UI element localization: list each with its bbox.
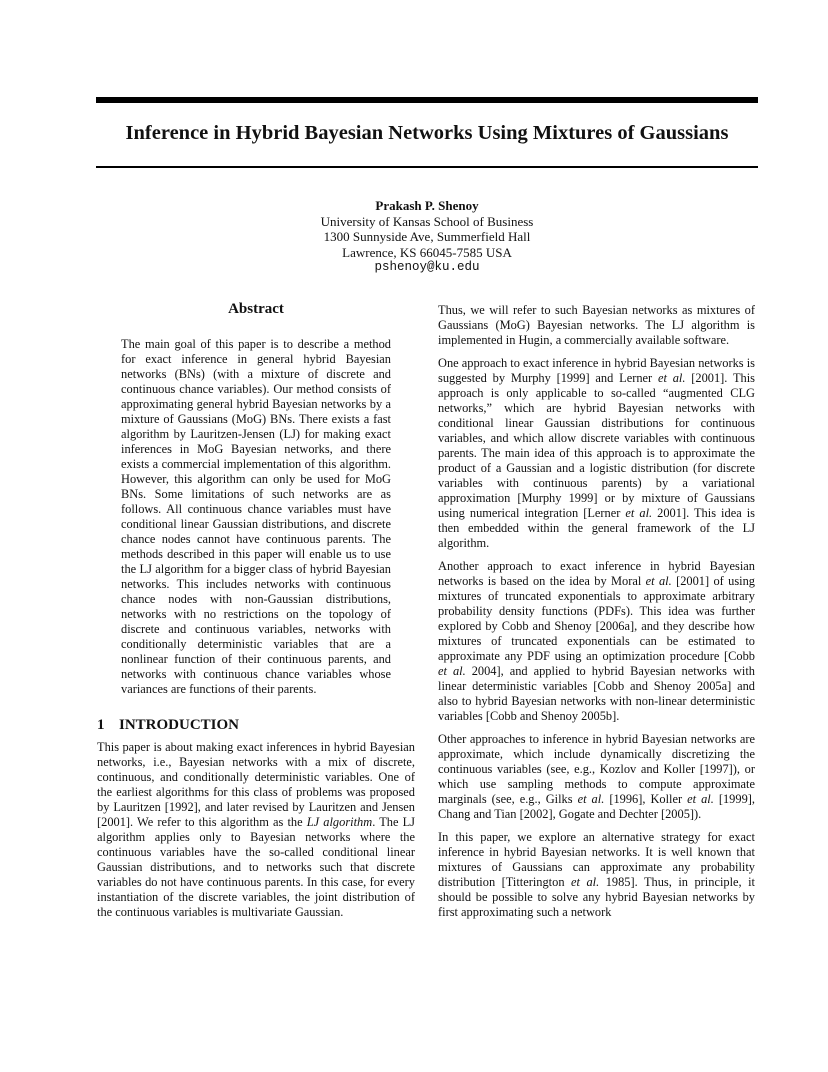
paper-title: Inference in Hybrid Bayesian Networks Using Mixtures of Gaussians (125, 122, 729, 144)
section-title: INTRODUCTION (119, 717, 240, 733)
paragraph-moral: Another approach to exact inference in hybrid Bayesian networks is based on the idea by Moral et al. [2001] of using mixtures of truncated exponentials to approximate arbitrary probability density functions (PDFs). This idea was further explored by Cobb and Shenoy [2006a], and they describe how mixtures of truncated exponentials can be estimated to approximate any PDF using an optimization procedure [Cobb et al. 2004], and applied to hybrid Bayesian networks with linear deterministic variables [Cobb and Shenoy 2005a] and also to hybrid Bayesian networks with non-linear deterministic variables [Cobb and Shenoy 2005b]. (438, 559, 755, 723)
paragraph-mog: Thus, we will refer to such Bayesian networks as mixtures of Gaussians (MoG) Bayesian networks. The LJ algorithm is implemented in Hugin, a commercially available software. (438, 303, 755, 347)
section-number: 1 (97, 717, 105, 733)
author-city: Lawrence, KS 66045-7585 USA (342, 244, 512, 260)
right-column (438, 303, 755, 928)
author-name: Prakash P. Shenoy (375, 198, 479, 213)
paragraph-murphy: One approach to exact inference in hybrid Bayesian networks is suggested by Murphy [1999] and Lerner et al. [2001]. This approach is only applicable to so-called “augmented CLG networks,” which are hybrid Bayesian networks with conditional linear Gaussian distributions for continuous variables, and which allow discrete variables with continuous parents. The main idea of this approach is to approximate the product of a Gaussian and a logistic distribution (for discrete variables with continuous parents) by a variational approximation [Murphy 1999] or by mixture of Gaussians using numerical integration [Lerner et al. 2001]. This idea is then embedded within the general framework of the LJ algorithm. (438, 356, 756, 550)
section-heading (97, 716, 415, 734)
paragraph-strategy: In this paper, we explore an alternative strategy for exact inference in hybrid Bayesian networks. It is well known that mixtures of Gaussians can approximate any probability distribution [Titterington et al. 1985]. Thus, in principle, it should be possible to solve any hybrid Bayesian networks by first approximating such a network (438, 830, 756, 919)
author-address: 1300 Sunnyside Ave, Summerfield Hall (323, 229, 531, 244)
left-column (97, 300, 415, 928)
author-email: pshenoy@ku.edu (374, 260, 480, 274)
abstract-heading: Abstract (228, 301, 284, 317)
top-rule (96, 97, 758, 103)
title-rule (96, 166, 758, 168)
author-block (96, 198, 758, 276)
paragraph-approximate: Other approaches to inference in hybrid Bayesian networks are approximate, which include dynamically discretizing the continuous variables (see, e.g., Kozlov and Koller [1997]), or which use sampling methods to compute approximate marginals (see, e.g., Gilks et al. [1996], Koller et al. [1999], Chang and Tian [2002], Gogate and Dechter [2005]). (438, 732, 755, 821)
abstract-text: The main goal of this paper is to describe a method for exact inference in general hybrid Bayesian networks (BNs) (with a mixture of discrete and continuous chance variables). Our method consists of approximating general hybrid Bayesian networks by a mixture of Gaussians (MoG) BNs. There exists a fast algorithm by Lauritzen-Jensen (LJ) for making exact inferences in MoG Bayesian networks, and there exists a commercial implementation of this algorithm. However, this algorithm can only be used for MoG BNs. Some limitations of such networks are as follows. All continuous chance variables must have conditional linear Gaussian distributions, and discrete chance nodes cannot have continuous parents. The methods described in this paper will enable us to use the LJ algorithm for a bigger class of hybrid Bayesian networks. This includes networks with continuous chance nodes with non-Gaussian distributions, networks with no restrictions on the topology of discrete and continuous variables, networks with conditionally deterministic variables that are a nonlinear function of their continuous parents, and networks with continuous chance variables whose variances are functions of their parents. (121, 337, 391, 696)
intro-paragraph: This paper is about making exact inferences in hybrid Bayesian networks, i.e., Bayesian networks with a mix of discrete, continuous, and conditionally deterministic variables. One of the earliest algorithms for this class of problems was proposed by Lauritzen [1992], and later revised by Lauritzen and Jensen [2001]. We refer to this algorithm as the LJ algorithm. The LJ algorithm applies only to Bayesian networks where the continuous variables have the so-called conditional linear Gaussian distributions, and to networks such that discrete variables do not have continuous parents. In this case, for every instantiation of the discrete variables, the joint distribution of the continuous variables is multivariate Gaussian. (97, 740, 415, 919)
author-affiliation: University of Kansas School of Business (320, 213, 534, 229)
